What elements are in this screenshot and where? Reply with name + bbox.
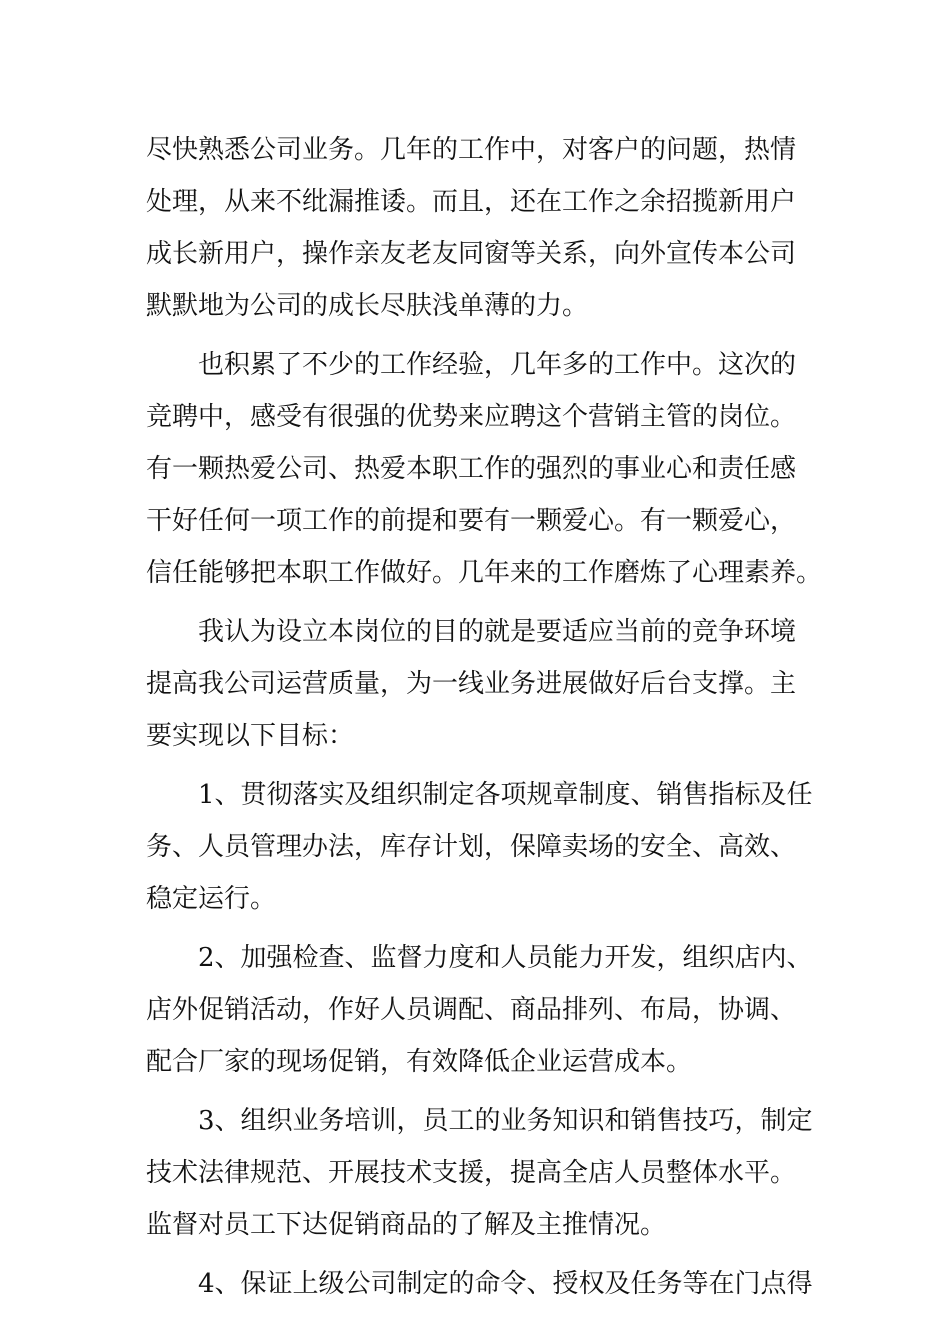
text-line: 1、贯彻落实及组织制定各项规章制度、销售指标及任 (198, 780, 813, 810)
paragraph-3 (146, 606, 810, 762)
text-line: 信任能够把本职工作做好。几年来的工作磨炼了心理素养。 (146, 558, 823, 588)
document-body (146, 124, 823, 1310)
text-line: 要实现以下目标： (146, 721, 355, 751)
text-line: 稳定运行。 (146, 884, 277, 914)
text-line: 店外促销活动，作好人员调配、商品排列、布局，协调、 (146, 995, 797, 1025)
paragraph-item-3 (146, 1095, 813, 1251)
text-line: 我认为设立本岗位的目的就是要适应当前的竞争环境 (198, 617, 797, 647)
text-line: 监督对员工下达促销商品的了解及主推情况。 (146, 1210, 667, 1240)
paragraph-2 (146, 339, 823, 599)
text-line: 技术法律规范、开展技术支援，提高全店人员整体水平。 (146, 1158, 797, 1188)
text-line: 有一颗热爱公司、热爱本职工作的强烈的事业心和责任感 (146, 454, 797, 484)
text-line: 尽快熟悉公司业务。几年的工作中，对客户的问题，热情 (146, 135, 797, 165)
paragraph-1 (146, 124, 810, 332)
text-line: 竞聘中，感受有很强的优势来应聘这个营销主管的岗位。 (146, 402, 797, 432)
text-line: 2、加强检查、监督力度和人员能力开发，组织店内、 (198, 943, 813, 973)
text-line: 提高我公司运营质量，为一线业务进展做好后台支撑。主 (146, 669, 797, 699)
paragraph-item-2 (146, 932, 813, 1088)
text-line: 成长新用户，操作亲友老友同窗等关系，向外宣传本公司 (146, 239, 797, 269)
paragraph-item-4 (146, 1258, 813, 1310)
paragraph-item-1 (146, 769, 813, 925)
text-line: 务、人员管理办法，库存计划，保障卖场的安全、高效、 (146, 832, 797, 862)
text-line: 3、组织业务培训，员工的业务知识和销售技巧，制定 (198, 1106, 813, 1136)
text-line: 4、保证上级公司制定的命令、授权及任务等在门点得 (198, 1269, 813, 1299)
text-line: 配合厂家的现场促销，有效降低企业运营成本。 (146, 1047, 693, 1077)
text-line: 也积累了不少的工作经验，几年多的工作中。这次的 (198, 350, 797, 380)
text-line: 处理，从来不纰漏推诿。而且，还在工作之余招揽新用户 (146, 187, 797, 217)
text-line: 默默地为公司的成长尽肤浅单薄的力。 (146, 291, 589, 321)
text-line: 干好任何一项工作的前提和要有一颗爱心。有一颗爱心， (146, 506, 797, 536)
